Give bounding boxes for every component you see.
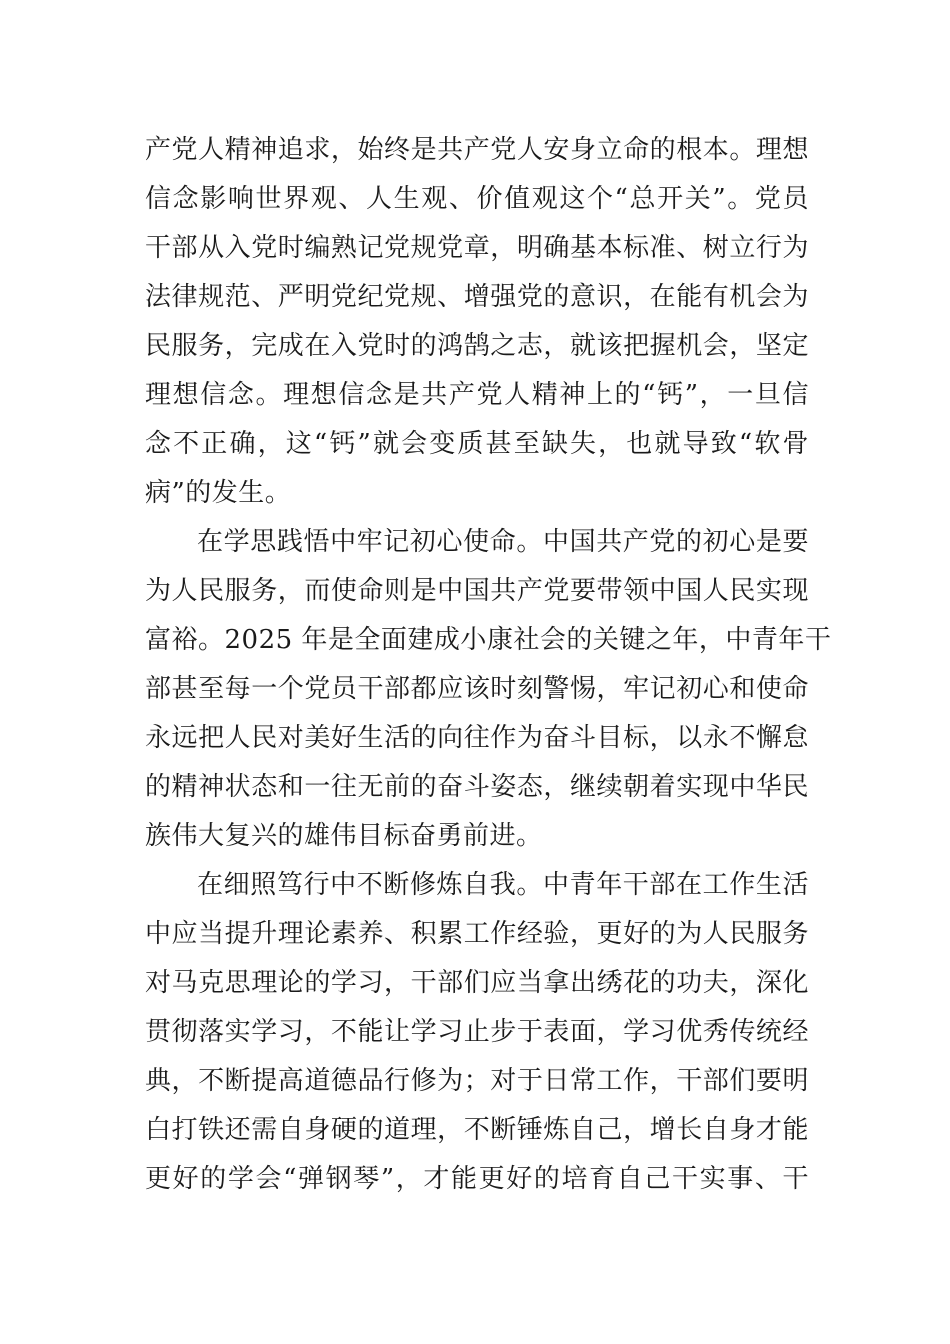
document-body [145, 126, 832, 1204]
paragraph-first-line: 在学思践悟中牢记初心使命。中国共产党的初心是要 [197, 527, 809, 557]
text-line: 的精神状态和一往无前的奋斗姿态，继续朝着实现中华民 [145, 772, 809, 802]
text-line: 白打铁还需自身硬的道理，不断锤炼自己，增长自身才能 [145, 1115, 809, 1145]
text-line: 更好的学会“弹钢琴”，才能更好的培育自己干实事、干 [145, 1164, 809, 1194]
text-line: 贯彻落实学习，不能让学习止步于表面，学习优秀传统经 [145, 1017, 809, 1047]
text-line: 干部从入党时编熟记党规党章，明确基本标准、树立行为 [145, 233, 809, 263]
text-line: 富裕。2025 年是全面建成小康社会的关键之年，中青年干 [145, 625, 832, 655]
text-line: 民服务，完成在入党时的鸿鹄之志，就该把握机会，坚定 [145, 331, 809, 361]
text-line: 族伟大复兴的雄伟目标奋勇前进。 [145, 821, 543, 851]
text-line: 念不正确，这“钙”就会变质甚至缺失，也就导致“软骨 [145, 429, 809, 459]
text-line: 永远把人民对美好生活的向往作为奋斗目标，以永不懈怠 [145, 723, 809, 753]
paragraph-first-line: 在细照笃行中不断修炼自我。中青年干部在工作生活 [197, 870, 809, 900]
text-line: 信念影响世界观、人生观、价值观这个“总开关”。党员 [145, 184, 809, 214]
text-line: 为人民服务，而使命则是中国共产党要带领中国人民实现 [145, 576, 809, 606]
text-line: 中应当提升理论素养、积累工作经验，更好的为人民服务 [145, 919, 809, 949]
text-line: 部甚至每一个党员干部都应该时刻警惕，牢记初心和使命 [145, 674, 809, 704]
text-line: 对马克思理论的学习，干部们应当拿出绣花的功夫，深化 [145, 968, 809, 998]
text-line: 法律规范、严明党纪党规、增强党的意识，在能有机会为 [145, 282, 809, 312]
text-line: 理想信念。理想信念是共产党人精神上的“钙”，一旦信 [145, 380, 809, 410]
text-line: 产党人精神追求，始终是共产党人安身立命的根本。理想 [145, 135, 809, 165]
text-line: 典，不断提高道德品行修为；对于日常工作，干部们要明 [145, 1066, 809, 1096]
text-line: 病”的发生。 [145, 478, 292, 508]
